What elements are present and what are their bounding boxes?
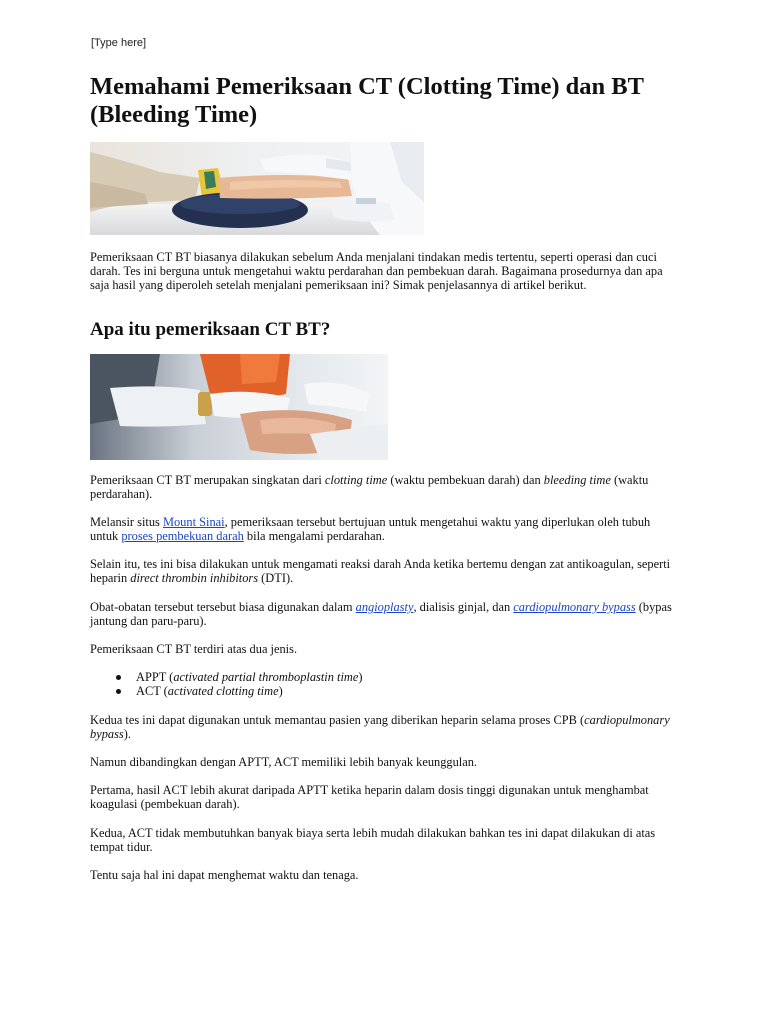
link-cardiopulmonary-bypass[interactable]: cardiopulmonary bypass [513, 600, 636, 614]
definition-paragraph: Pemeriksaan CT BT merupakan singkatan dari clotting time (waktu pembekuan darah) dan bleeding time (waktu perdarahan). [90, 473, 649, 502]
link-angioplasty[interactable]: angioplasty [355, 600, 414, 614]
list-item: APPT (activated partial thromboplastin time) [90, 670, 650, 684]
conclusion-paragraph: Tentu saja hal ini dapat menghemat waktu dan tenaga. [90, 868, 359, 882]
intro-paragraph: Pemeriksaan CT BT biasanya dilakukan sebelum Anda menjalani tindakan medis tertentu, seperti operasi dan cuci darah. Tes ini berguna untuk mengetahui waktu perdarahan dan pembekuan darah. Bagaimana prosedurnya dan apa saja hasil yang diperoleh setelah menjalani pemeriksaan ini? Simak penjelasannya di artikel berikut. [90, 250, 663, 293]
bullet-icon [116, 689, 121, 694]
purpose-paragraph: Melansir situs Mount Sinai, pemeriksaan tersebut bertujuan untuk mengetahui waktu yang diperlukan oleh tubuh untuk proses pembekuan darah bila mengalami perdarahan. [90, 515, 651, 544]
types-intro-paragraph: Pemeriksaan CT BT terdiri atas dua jenis. [90, 642, 298, 656]
test-types-list [90, 670, 650, 698]
list-item: ACT (activated clotting time) [90, 684, 650, 698]
advantage-paragraph: Namun dibandingkan dengan APTT, ACT memiliki lebih banyak keunggulan. [90, 755, 478, 769]
link-mount-sinai[interactable]: Mount Sinai [162, 515, 225, 529]
bullet-icon [116, 675, 121, 680]
anticoagulant-paragraph: Selain itu, tes ini bisa dilakukan untuk mengamati reaksi darah Anda ketika bertemu dengan zat antikoagulan, seperti heparin direct thrombin inhibitors (DTI). [90, 557, 671, 586]
page-header: [Type here] [91, 37, 147, 49]
photo-blood-test [90, 354, 388, 460]
monitoring-paragraph: Kedua tes ini dapat digunakan untuk memantau pasien yang diberikan heparin selama proses CPB (cardiopulmonary bypass). [90, 713, 670, 742]
section-heading: Apa itu pemeriksaan CT BT? [90, 319, 331, 340]
second-advantage-paragraph: Kedua, ACT tidak membutuhkan banyak biaya serta lebih mudah dilakukan bahkan tes ini dapat dilakukan di atas tempat tidur. [90, 826, 656, 855]
medication-paragraph: Obat-obatan tersebut tersebut biasa digunakan dalam angioplasty, dialisis ginjal, dan cardiopulmonary bypass (bypas jantung dan paru-paru). [90, 600, 672, 629]
article-title: Memahami Pemeriksaan CT (Clotting Time) dan BT (Bleeding Time) [90, 73, 644, 128]
link-proses-pembekuan-darah[interactable]: proses pembekuan darah [121, 529, 244, 544]
first-advantage-paragraph: Pertama, hasil ACT lebih akurat daripada APTT ketika heparin dalam dosis tinggi digunakan untuk menghambat koagulasi (pembekuan darah). [90, 783, 649, 812]
photo-arm-on-pillow [90, 142, 424, 235]
